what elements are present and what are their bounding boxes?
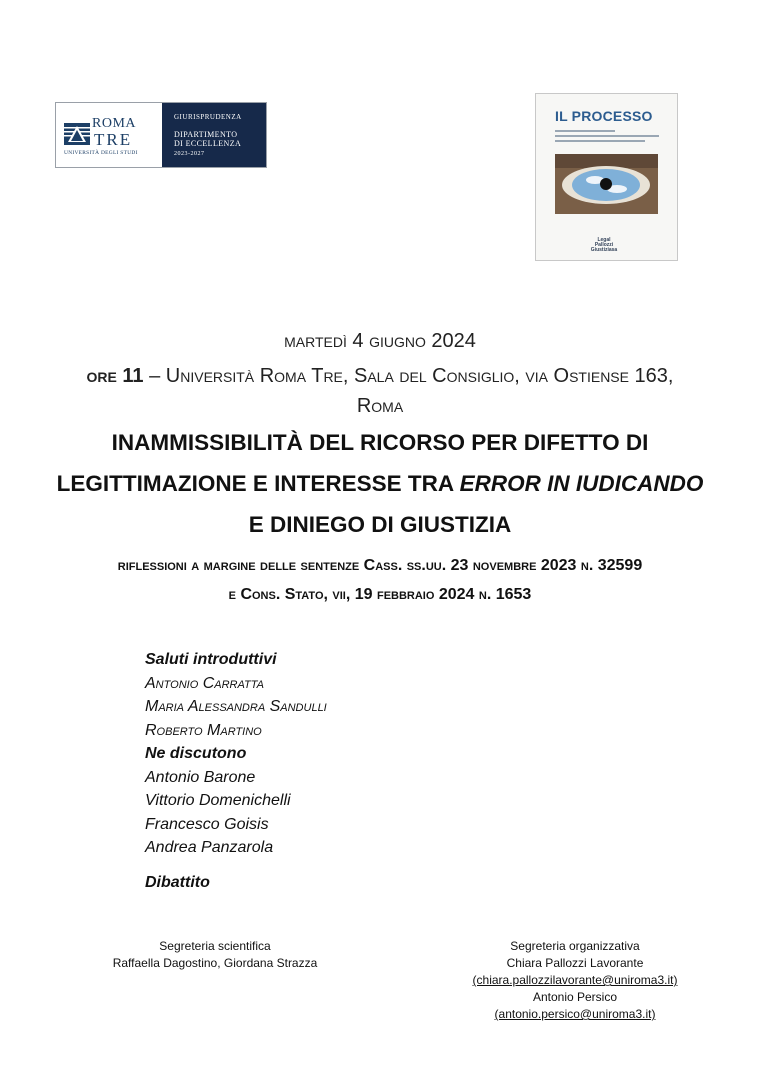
speaker-name: Andrea Panzarola [145,839,274,856]
roma-tre-logo [55,102,267,168]
eye-artwork-image [555,154,658,214]
scientific-secretariat-label: Segreteria scientifica [159,939,271,953]
scientific-secretariat-names: Raffaella Dagostino, Giordana Strazza [112,956,318,970]
cover-publisher-line2: Pallozzi [594,242,614,248]
discussion-heading: Ne discutono [145,745,247,762]
cover-publisher-line1: Legal [597,237,611,243]
logo-faculty: GIURISPRUDENZA [174,113,242,121]
scientific-secretariat [75,938,355,972]
logo-department-line2: DI ECCELLENZA [174,139,242,148]
speaker-name: Francesco Goisis [145,815,269,833]
event-title-italic: ERROR IN IUDICANDO [459,471,704,496]
logo-roma-text: ROMA [92,116,137,131]
logo-department-panel [162,103,266,167]
event-time-place-line [0,361,760,391]
event-place [0,361,760,421]
logo-university-text: UNIVERSITÀ DEGLI STUDI [64,150,138,156]
organizing-secretariat [430,938,720,1023]
event-title-line1: INAMMISSIBILITÀ DEL RICORSO PER DIFETTO DI [111,430,649,455]
cover-publisher-line3: Giustiziasa [590,247,618,253]
event-time: ore 11 [86,365,144,387]
event-title [0,422,760,545]
event-title-line2 [0,463,760,504]
organizing-secretariat-label: Segreteria organizzativa [510,939,640,953]
event-date: martedì 4 giugno 2024 [284,330,476,352]
logo-department [174,130,266,148]
organizer-email-link[interactable]: (antonio.persico@uniroma3.it) [494,1007,656,1021]
speaker-name: Antonio Barone [145,768,256,786]
program [145,648,327,894]
event-title-line3: E DINIEGO DI GIUSTIZIA [248,512,512,537]
greeter-name: Maria Alessandra Sandulli [145,698,327,715]
organizer-name: Antonio Persico [532,990,618,1004]
logo-years: 2023-2027 [174,151,205,157]
logo-tre-text: TRE [94,130,133,149]
logo-department-line1: DIPARTIMENTO [174,130,238,139]
greeter-name: Roberto Martino [145,721,262,739]
greetings-heading: Saluti introduttivi [145,651,277,668]
debate-heading: Dibattito [145,873,210,891]
journal-title: IL PROCESSO [555,108,653,124]
logo-emblem-area [56,103,162,167]
organizer-email-link[interactable]: (chiara.pallozzilavorante@uniroma3.it) [472,973,678,987]
cover-text-line [555,140,645,142]
event-subtitle-line2: e Cons. Stato, vii, 19 febbraio 2024 n. 1653 [228,586,532,603]
speaker-name: Vittorio Domenichelli [145,792,291,809]
cover-publisher [589,238,619,253]
roma-tre-emblem-icon [64,121,90,147]
cover-text-line [555,130,615,132]
greeter-name: Antonio Carratta [145,674,264,692]
program-spacer [145,860,327,871]
journal-cover [535,93,678,261]
event-venue: – Università Roma Tre, Sala del Consiglio, via Ostiense 163, [143,365,674,387]
event-city: Roma [356,395,404,417]
event-subtitle-line1: riflessioni a margine delle sentenze Cass. ss.uu. 23 novembre 2023 n. 32599 [117,557,643,574]
event-title-line2-text: LEGITTIMAZIONE E INTERESSE TRA [56,471,460,496]
organizer-name: Chiara Pallozzi Lavorante [506,956,644,970]
event-subtitle [0,551,760,609]
cover-text-line [555,135,659,137]
